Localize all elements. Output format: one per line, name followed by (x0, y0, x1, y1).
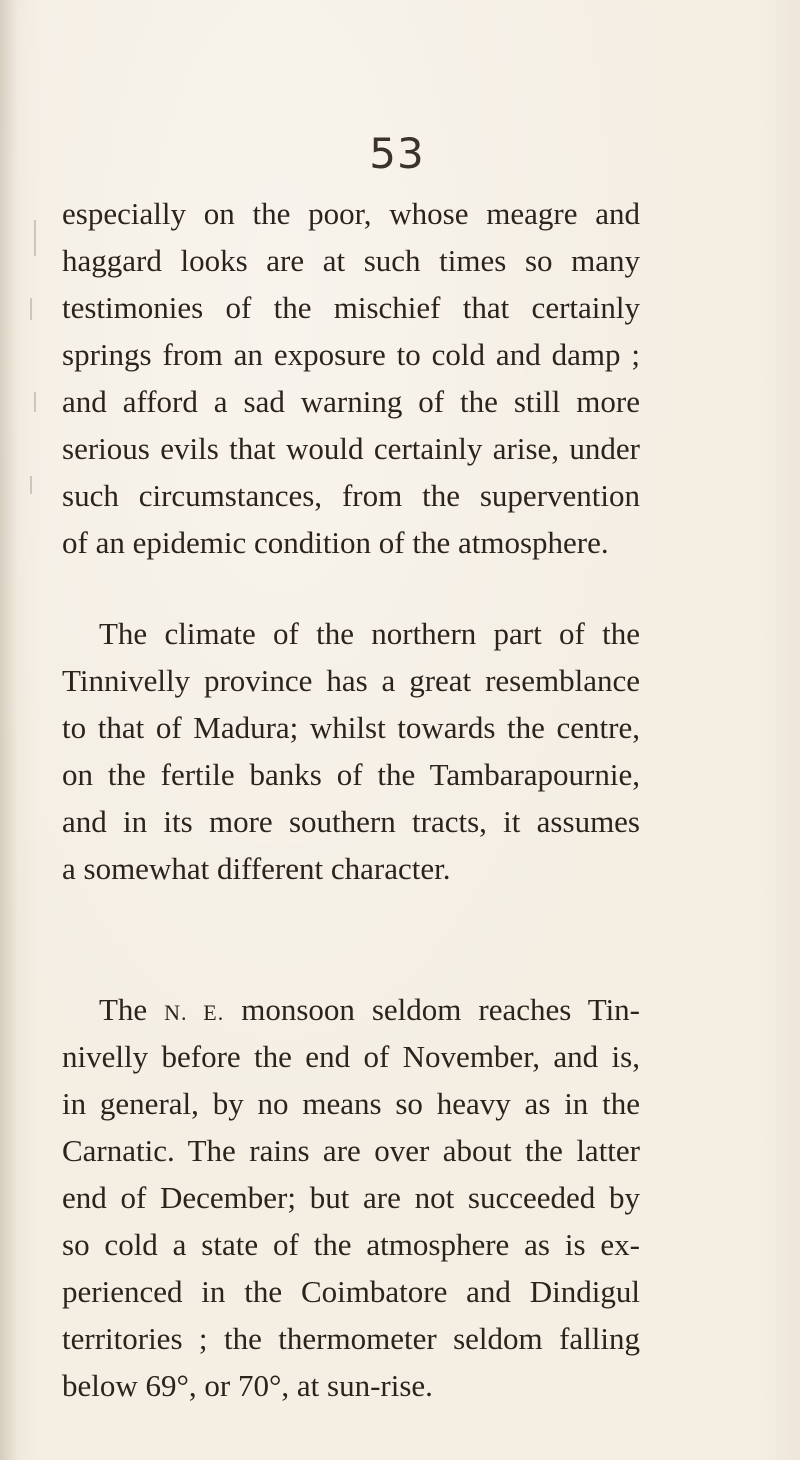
text-fragment: The (99, 992, 165, 1027)
text-line: The climate of the northern part of the (99, 616, 640, 651)
text-line: and in its more southern tracts, it assumes (62, 804, 640, 839)
text-line: haggard looks are at such times so many (62, 243, 640, 278)
text-line: springs from an exposure to cold and damp ; (62, 337, 640, 372)
text-line: below 69°, or 70°, at sun-rise. (62, 1368, 433, 1403)
text-line: so cold a state of the atmosphere as is ex- (62, 1227, 640, 1262)
text-line: a somewhat different character. (62, 851, 451, 886)
text-line: testimonies of the mischief that certainly (62, 290, 640, 325)
text-fragment: monsoon seldom reaches Tin- (224, 992, 641, 1027)
paragraph-3 (62, 986, 640, 1409)
text-line: perienced in the Coimbatore and Dindigul (62, 1274, 640, 1309)
text-line: territories ; the thermometer seldom falling (62, 1321, 640, 1356)
text-line: on the fertile banks of the Tambarapournie, (62, 757, 640, 792)
margin-mark (34, 392, 36, 412)
text-line (62, 986, 640, 1033)
page-number: 53 (369, 129, 425, 178)
abbreviation-ne: N. E. (164, 1000, 225, 1025)
paragraph-1 (62, 190, 640, 566)
text-line: Tinnivelly province has a great resemblance (62, 663, 640, 698)
margin-mark (30, 298, 32, 320)
text-line: such circumstances, from the supervention (62, 478, 640, 513)
text-line: in general, by no means so heavy as in the (62, 1086, 640, 1121)
text-line: and afford a sad warning of the still more (62, 384, 640, 419)
text-line: serious evils that would certainly arise, under (62, 431, 640, 466)
text-line: of an epidemic condition of the atmosphere. (62, 525, 609, 560)
text-line: end of December; but are not succeeded by (62, 1180, 640, 1215)
paragraph-2 (62, 610, 640, 892)
text-line: Carnatic. The rains are over about the latter (62, 1133, 640, 1168)
text-line: especially on the poor, whose meagre and (62, 196, 640, 231)
margin-mark (30, 476, 32, 494)
text-line: nivelly before the end of November, and is, (62, 1039, 640, 1074)
text-line: to that of Madura; whilst towards the centre, (62, 710, 640, 745)
margin-mark (34, 220, 36, 256)
page-edge-shadow (0, 0, 18, 1460)
